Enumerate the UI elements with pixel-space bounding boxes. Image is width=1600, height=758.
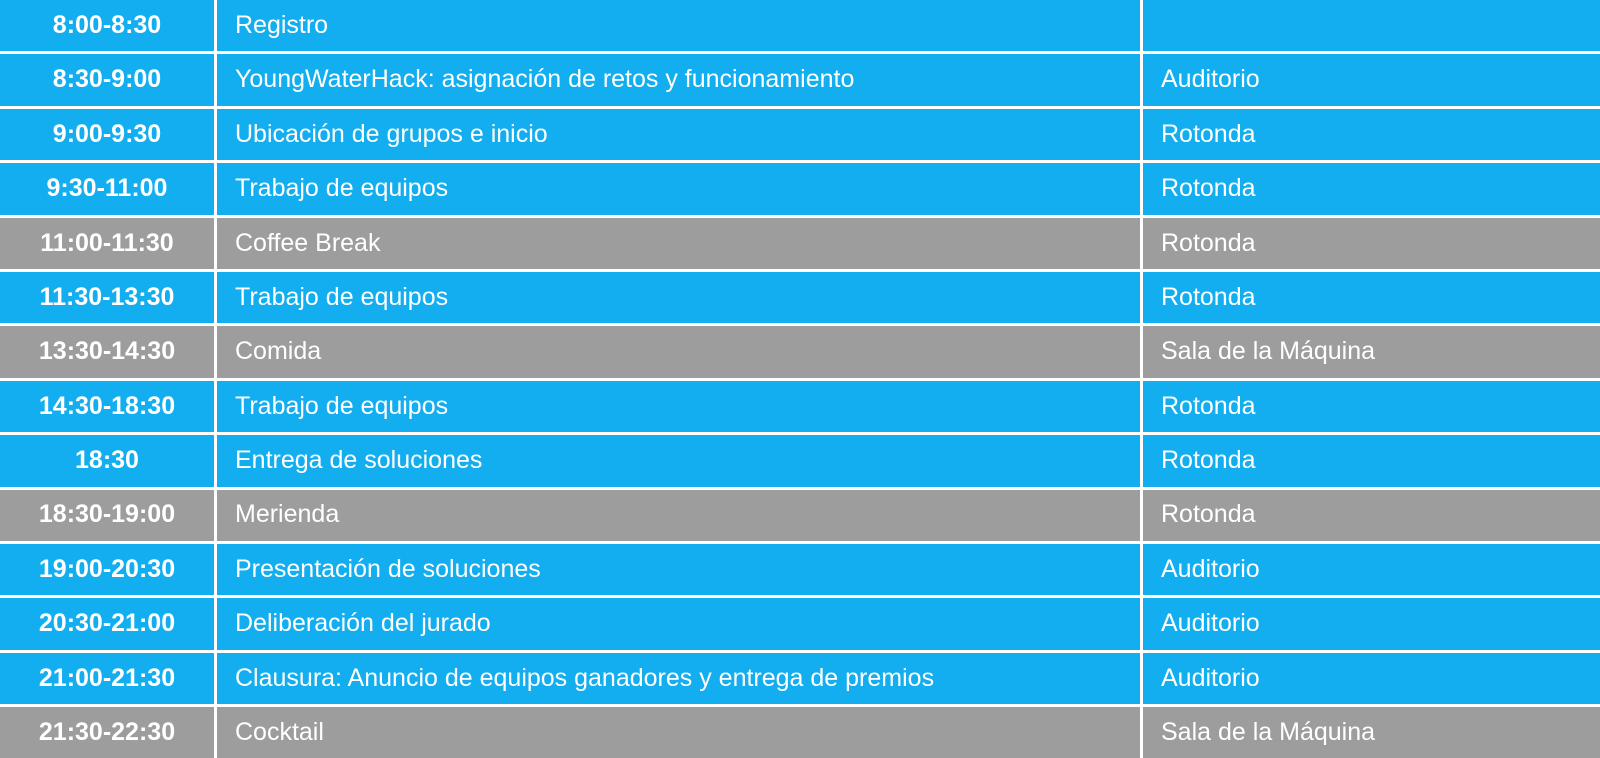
table-row <box>0 326 1600 380</box>
schedule-activity-cell: Ubicación de grupos e inicio <box>217 109 1143 163</box>
schedule-place-cell: Rotonda <box>1143 109 1600 163</box>
schedule-place-cell: Rotonda <box>1143 163 1600 217</box>
table-row <box>0 381 1600 435</box>
schedule-activity-cell: Merienda <box>217 490 1143 544</box>
schedule-time-cell: 9:30-11:00 <box>0 163 217 217</box>
schedule-activity-cell: Trabajo de equipos <box>217 272 1143 326</box>
schedule-activity-cell: Cocktail <box>217 707 1143 758</box>
schedule-activity-cell: Coffee Break <box>217 218 1143 272</box>
schedule-time-cell: 11:00-11:30 <box>0 218 217 272</box>
schedule-activity-cell: YoungWaterHack: asignación de retos y funcionamiento <box>217 54 1143 108</box>
schedule-time-cell: 8:00-8:30 <box>0 0 217 54</box>
schedule-place-cell <box>1143 0 1600 54</box>
table-row <box>0 0 1600 54</box>
schedule-activity-cell: Registro <box>217 0 1143 54</box>
schedule-place-cell: Auditorio <box>1143 598 1600 652</box>
schedule-place-cell: Sala de la Máquina <box>1143 707 1600 758</box>
schedule-time-cell: 21:30-22:30 <box>0 707 217 758</box>
schedule-place-cell: Rotonda <box>1143 435 1600 489</box>
table-row <box>0 54 1600 108</box>
schedule-time-cell: 8:30-9:00 <box>0 54 217 108</box>
schedule-activity-cell: Entrega de soluciones <box>217 435 1143 489</box>
table-row <box>0 435 1600 489</box>
schedule-activity-cell: Deliberación del jurado <box>217 598 1143 652</box>
schedule-time-cell: 18:30 <box>0 435 217 489</box>
schedule-place-cell: Rotonda <box>1143 272 1600 326</box>
schedule-time-cell: 18:30-19:00 <box>0 490 217 544</box>
table-row <box>0 707 1600 758</box>
schedule-place-cell: Sala de la Máquina <box>1143 326 1600 380</box>
schedule-time-cell: 9:00-9:30 <box>0 109 217 163</box>
schedule-time-cell: 19:00-20:30 <box>0 544 217 598</box>
schedule-place-cell: Rotonda <box>1143 218 1600 272</box>
schedule-activity-cell: Trabajo de equipos <box>217 163 1143 217</box>
table-row <box>0 490 1600 544</box>
schedule-place-cell: Auditorio <box>1143 544 1600 598</box>
schedule-place-cell: Rotonda <box>1143 381 1600 435</box>
schedule-place-cell: Auditorio <box>1143 653 1600 707</box>
schedule-activity-cell: Clausura: Anuncio de equipos ganadores y entrega de premios <box>217 653 1143 707</box>
schedule-activity-cell: Comida <box>217 326 1143 380</box>
schedule-place-cell: Auditorio <box>1143 54 1600 108</box>
table-row <box>0 598 1600 652</box>
table-row <box>0 109 1600 163</box>
schedule-time-cell: 21:00-21:30 <box>0 653 217 707</box>
table-row <box>0 218 1600 272</box>
schedule-place-cell: Rotonda <box>1143 490 1600 544</box>
table-row <box>0 653 1600 707</box>
schedule-time-cell: 20:30-21:00 <box>0 598 217 652</box>
table-row <box>0 163 1600 217</box>
schedule-time-cell: 14:30-18:30 <box>0 381 217 435</box>
table-row <box>0 544 1600 598</box>
schedule-time-cell: 11:30-13:30 <box>0 272 217 326</box>
schedule-activity-cell: Presentación de soluciones <box>217 544 1143 598</box>
schedule-activity-cell: Trabajo de equipos <box>217 381 1143 435</box>
schedule-time-cell: 13:30-14:30 <box>0 326 217 380</box>
table-row <box>0 272 1600 326</box>
